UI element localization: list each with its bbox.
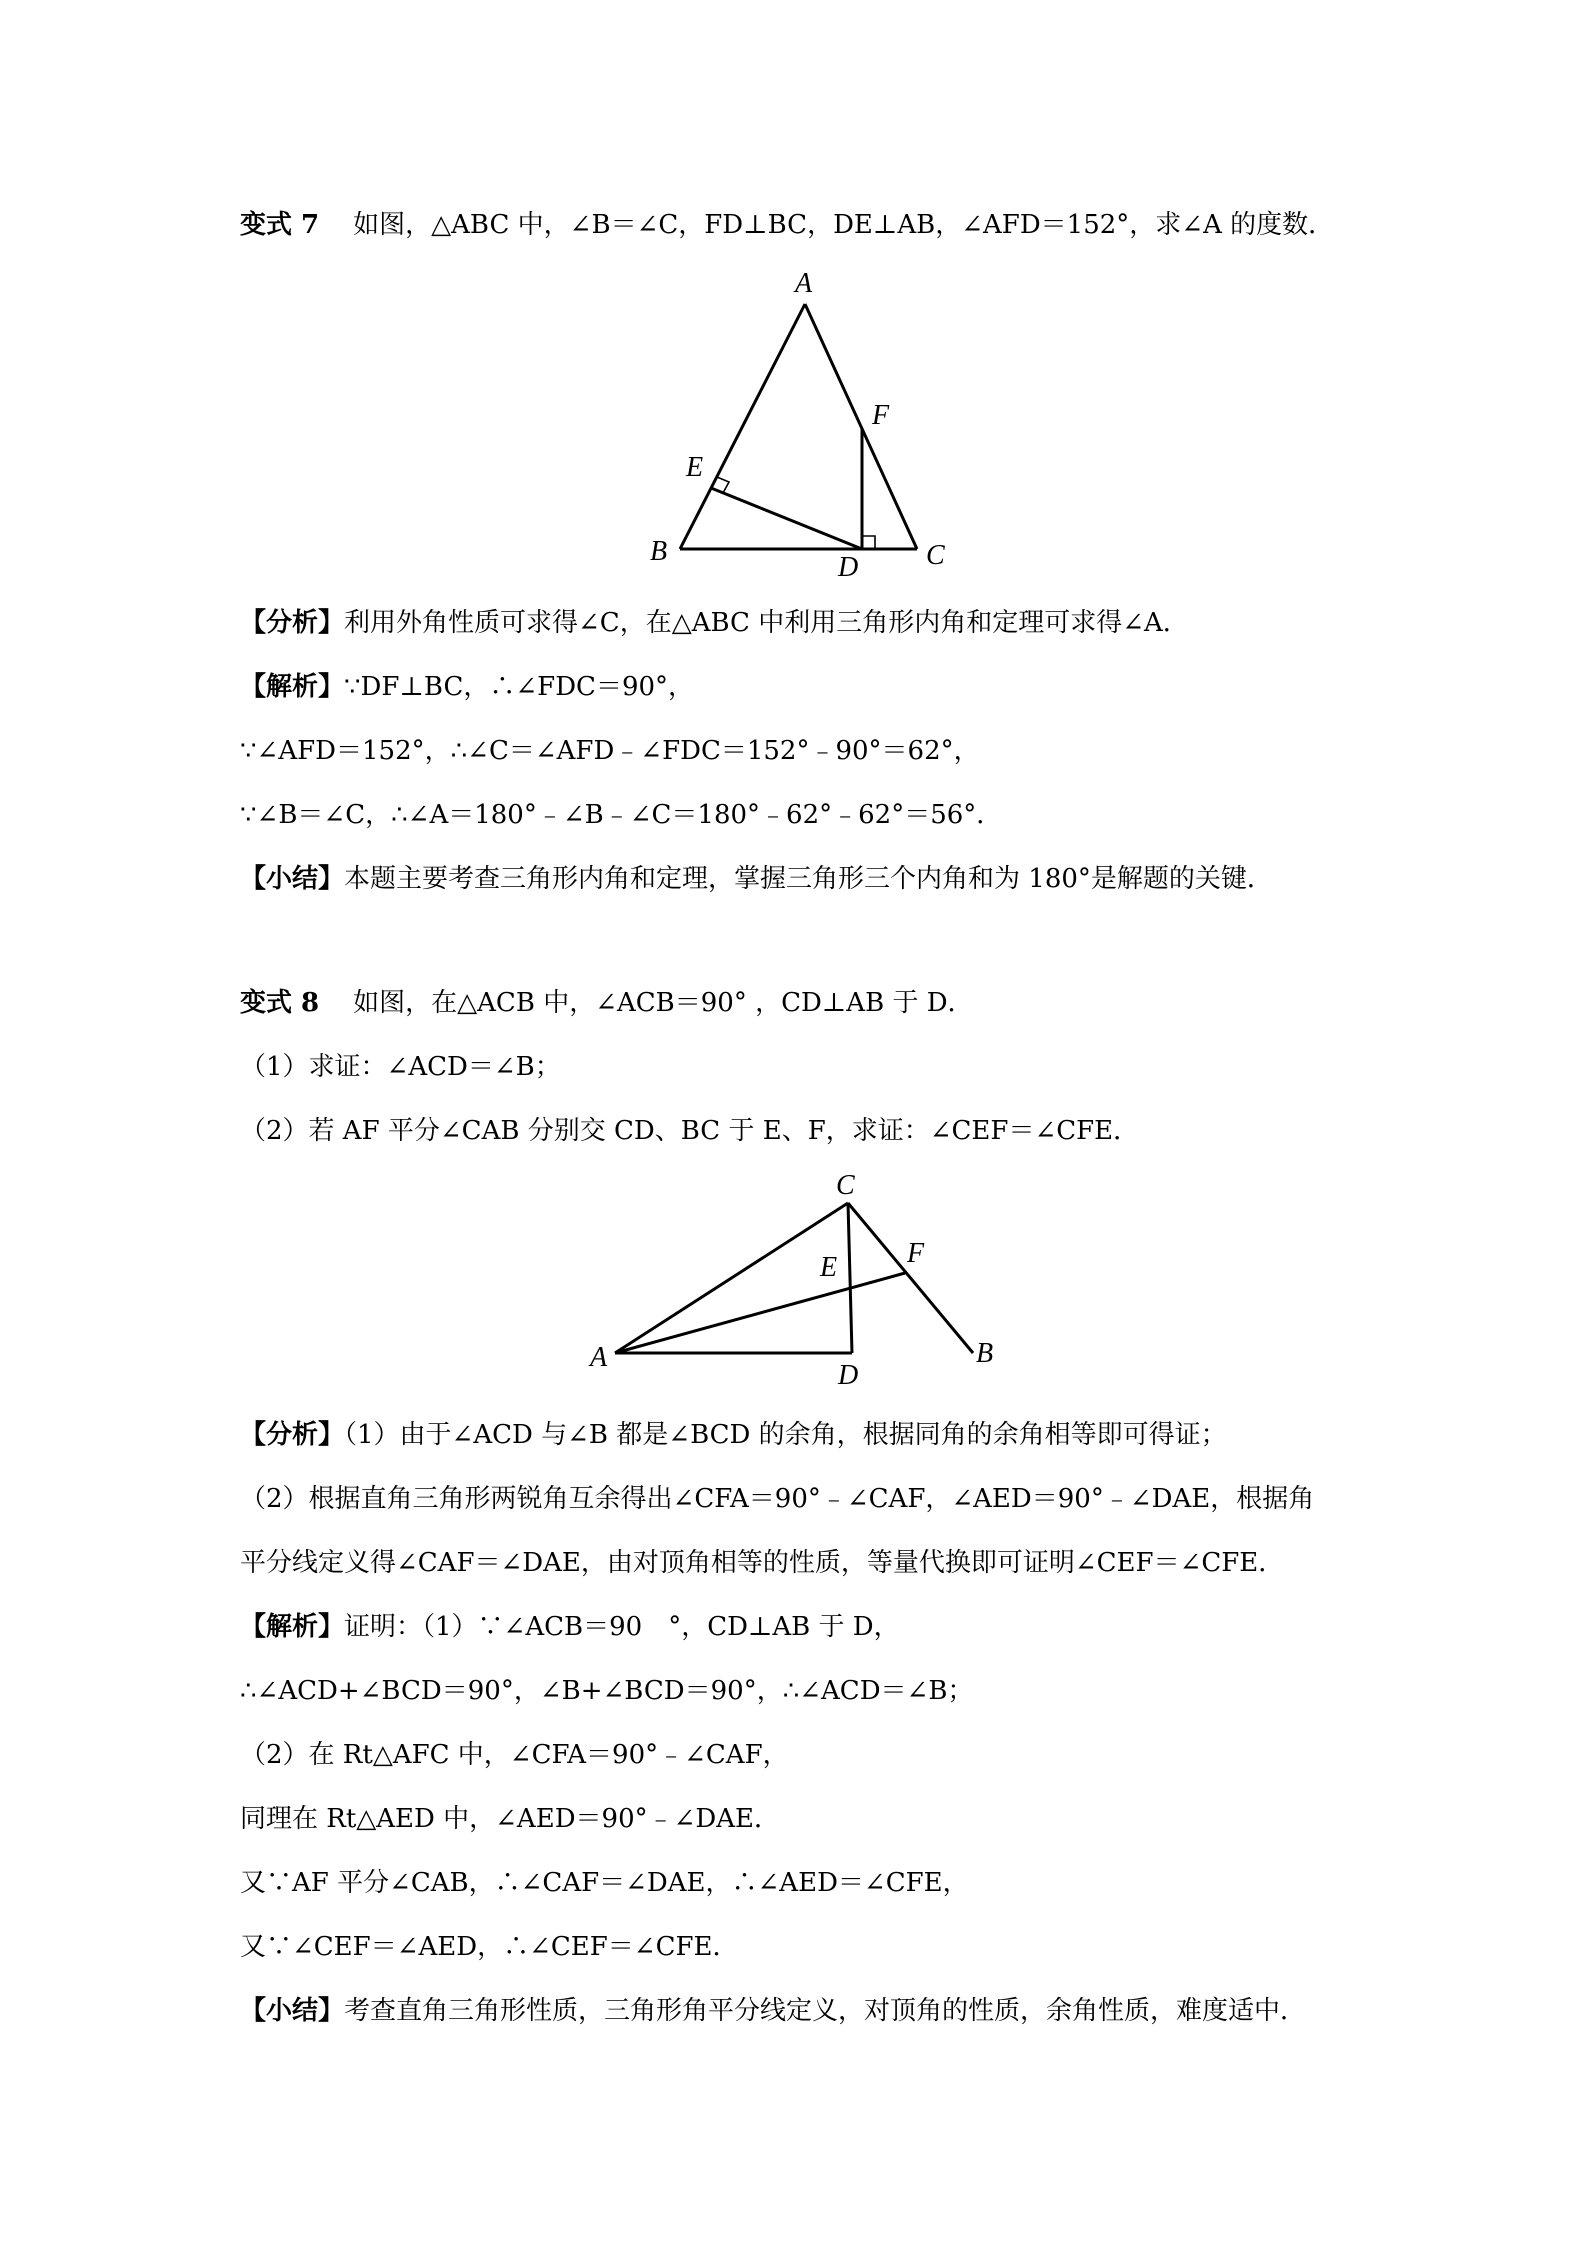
v8-solution-first: 证明：（1）∵∠ACB＝90 °，CD⊥AB 于 D，: [344, 1612, 900, 1642]
v7-solution-tag: 【解析】: [240, 672, 345, 702]
v8-label-b: B: [976, 1338, 994, 1369]
v8-segment-af: [615, 1273, 905, 1353]
v8-question: [240, 986, 974, 1020]
v7-question-text: 如图，△ABC 中，∠B＝∠C，FD⊥BC，DE⊥AB，∠AFD＝152°，求∠A 的度数．: [353, 210, 1335, 240]
v7-analysis-text: 利用外角性质可求得∠C，在△ABC 中利用三角形内角和定理可求得∠A．: [344, 608, 1189, 638]
v7-segment-de: [711, 488, 862, 549]
v8-label-a: A: [590, 1342, 608, 1373]
v8-analysis-line-1: （1）由于∠ACD 与∠B 都是∠BCD 的余角，根据同角的余角相等即可得证；: [344, 1420, 1227, 1450]
v7-figure: [640, 262, 960, 582]
v8-summary-text: 考查直角三角形性质，三角形角平分线定义，对顶角的性质，余角性质，难度适中．: [344, 1996, 1307, 2026]
v8-analysis-tag: 【分析】: [240, 1420, 345, 1450]
v8-segment-cd: [848, 1203, 852, 1353]
v7-solution-line-2: ∵∠AFD＝152°，∴∠C＝∠AFD﹣∠FDC＝152°﹣90°＝62°，: [240, 736, 980, 766]
v7-label-b: B: [650, 536, 668, 567]
v7-analysis-tag: 【分析】: [240, 608, 345, 638]
v8-solution-line-3: （2）在 Rt△AFC 中，∠CFA＝90°﹣∠CAF，: [240, 1740, 789, 1770]
v8-solution-line-5: 又∵AF 平分∠CAB，∴∠CAF＝∠DAE，∴∠AED＝∠CFE，: [240, 1868, 969, 1898]
v8-solution-1: [240, 1610, 900, 1644]
v8-label-d: D: [838, 1360, 859, 1391]
v8-label: 变式 8: [240, 988, 320, 1018]
v8-analysis-line-3: 平分线定义得∠CAF＝∠DAE，由对顶角相等的性质，等量代换即可证明∠CEF＝∠CFE．: [240, 1548, 1285, 1578]
v7-solution-line-3: ∵∠B＝∠C，∴∠A＝180°﹣∠B﹣∠C＝180°﹣62°﹣62°＝56°．: [240, 800, 1003, 830]
v7-label-d: D: [838, 552, 859, 583]
v8-label-e: E: [820, 1252, 838, 1283]
v7-analysis: [240, 606, 1189, 640]
v7-right-angle-d: [862, 536, 875, 549]
v8-summary: [240, 1994, 1306, 2028]
v7-question: [240, 208, 1334, 242]
v8-side-cb: [848, 1203, 973, 1353]
v8-analysis-1: [240, 1418, 1227, 1452]
v8-part-2: （2）若 AF 平分∠CAB 分别交 CD、BC 于 E、F，求证：∠CEF＝∠CFE．: [240, 1116, 1140, 1146]
v7-solution-1: [240, 670, 694, 704]
v8-label-f: F: [907, 1238, 925, 1269]
v8-part-1: （1）求证：∠ACD＝∠B；: [240, 1052, 561, 1082]
v7-label-e: E: [686, 452, 704, 483]
v7-label-c: C: [926, 540, 945, 571]
v8-solution-line-4: 同理在 Rt△AED 中，∠AED＝90°﹣∠DAE．: [240, 1804, 781, 1834]
v7-summary: [240, 862, 1273, 896]
v8-question-text: 如图，在△ACB 中，∠ACB＝90° ，CD⊥AB 于 D．: [353, 988, 974, 1018]
v7-solution-line-1: ∵DF⊥BC，∴∠FDC＝90°，: [344, 672, 695, 702]
v8-analysis-line-2: （2）根据直角三角形两锐角互余得出∠CFA＝90°﹣∠CAF，∠AED＝90°﹣∠DAE，根据角: [240, 1484, 1315, 1514]
v7-label: 变式 7: [240, 210, 320, 240]
v8-summary-tag: 【小结】: [240, 1996, 345, 2026]
v8-figure: [590, 1170, 1010, 1400]
v7-summary-text: 本题主要考查三角形内角和定理，掌握三角形三个内角和为 180°是解题的关键．: [344, 864, 1273, 894]
v8-solution-line-6: 又∵∠CEF＝∠AED，∴∠CEF＝∠CFE．: [240, 1932, 739, 1962]
v8-solution-tag: 【解析】: [240, 1612, 345, 1642]
v8-solution-line-2: ∴∠ACD+∠BCD＝90°，∠B+∠BCD＝90°，∴∠ACD＝∠B；: [240, 1676, 974, 1706]
v7-label-f: F: [872, 400, 890, 431]
v8-side-ac: [615, 1203, 848, 1353]
v7-summary-tag: 【小结】: [240, 864, 345, 894]
v7-side-ab: [680, 304, 805, 549]
v8-label-c: C: [836, 1170, 855, 1201]
v7-label-a: A: [795, 268, 813, 299]
